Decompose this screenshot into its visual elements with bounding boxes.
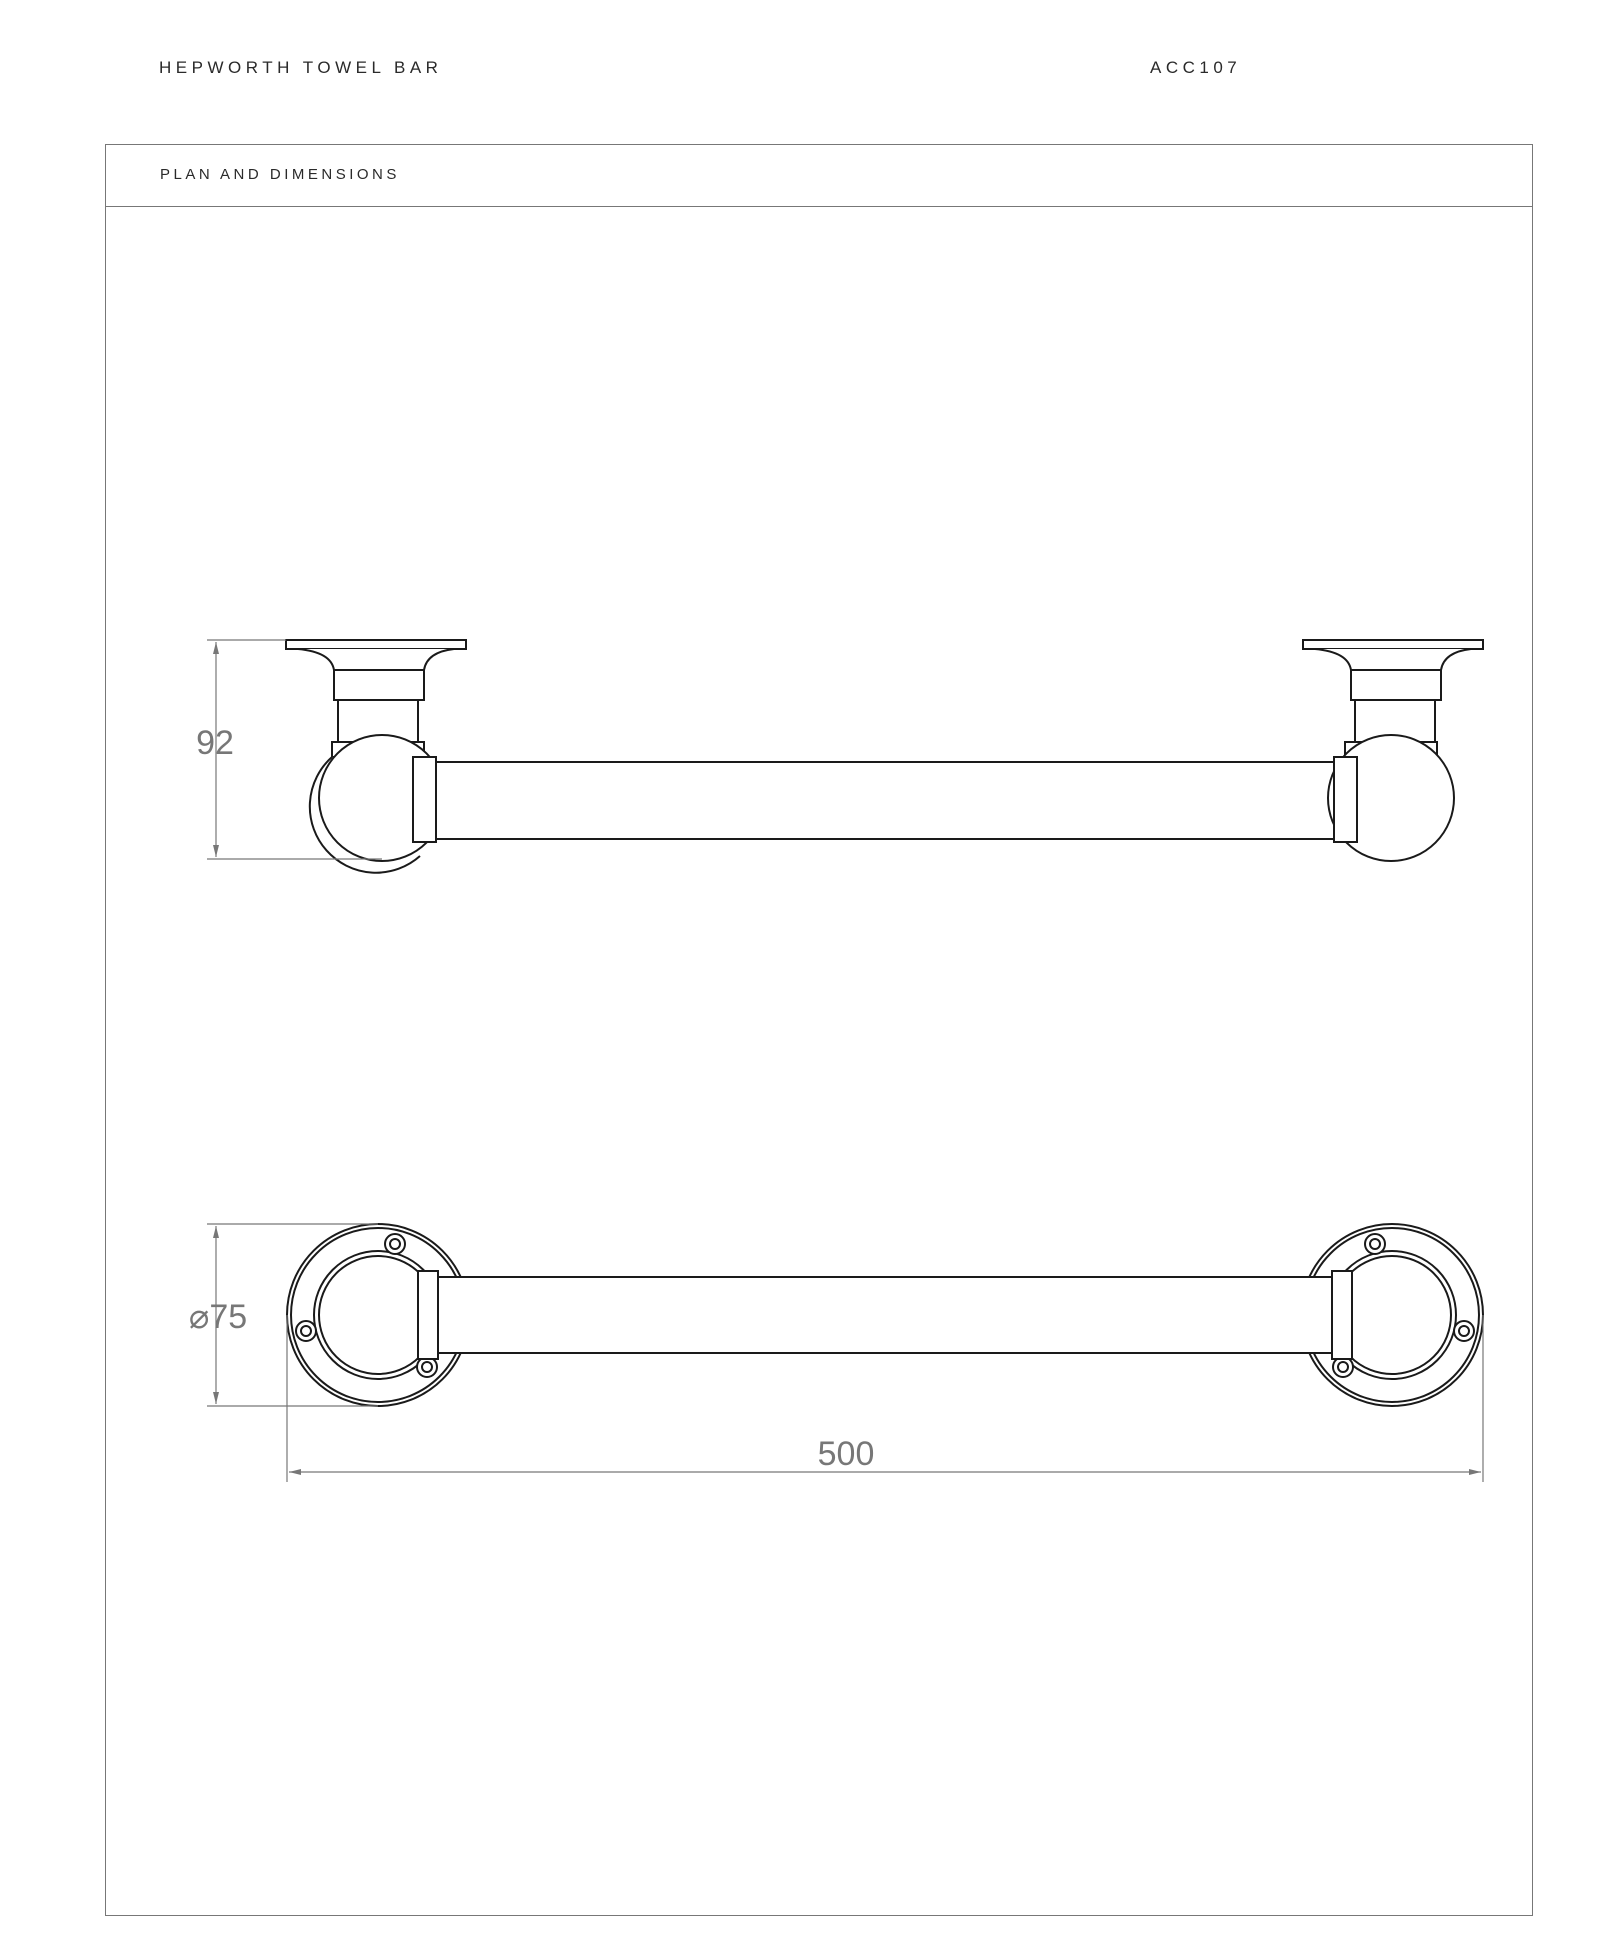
diameter-dimension-label bbox=[189, 1298, 247, 1336]
front-elevation-view bbox=[286, 640, 1483, 873]
height-dimension-label: 92 bbox=[196, 724, 234, 762]
document-title: HEPWORTH TOWEL BAR bbox=[159, 58, 443, 77]
right-collar bbox=[1332, 1271, 1352, 1359]
screw-hole-icon bbox=[1365, 1234, 1385, 1254]
diameter-value: 75 bbox=[209, 1298, 248, 1336]
product-code: ACC107 bbox=[1150, 58, 1242, 77]
left-collar bbox=[418, 1271, 438, 1359]
section-title: PLAN AND DIMENSIONS bbox=[160, 166, 400, 183]
screw-hole-icon bbox=[1454, 1321, 1474, 1341]
diameter-symbol: ⌀ bbox=[188, 1298, 210, 1336]
towel-bar-side bbox=[436, 762, 1334, 839]
plan-view bbox=[287, 1224, 1483, 1406]
towel-bar-plan bbox=[436, 1277, 1334, 1353]
length-dimension-label: 500 bbox=[817, 1435, 875, 1473]
screw-hole-icon bbox=[296, 1321, 316, 1341]
screw-hole-icon bbox=[385, 1234, 405, 1254]
